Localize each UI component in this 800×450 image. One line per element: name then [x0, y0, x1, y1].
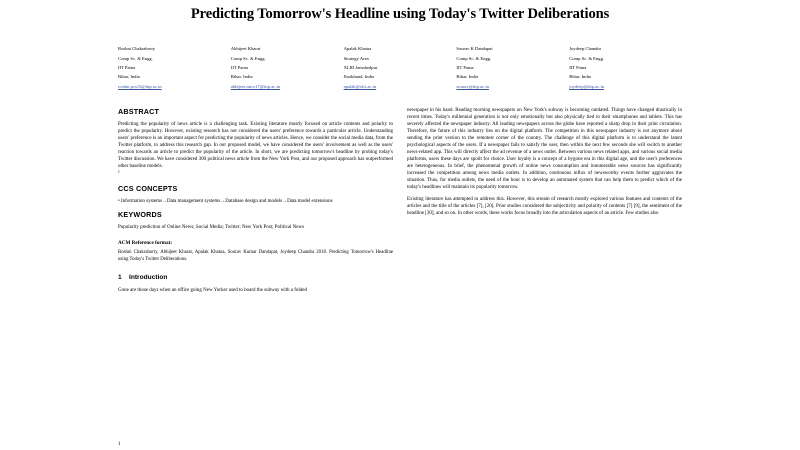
right-column	[407, 107, 682, 299]
author-org: IIT Patna	[569, 64, 587, 70]
author-name: Roshni Chakraborty	[118, 46, 156, 52]
authors-block	[118, 46, 682, 93]
section-number: 1	[118, 274, 122, 282]
abstract-heading: ABSTRACT	[118, 107, 160, 116]
author-location: Bihar, India	[569, 74, 591, 80]
right-paragraph-2: Existing literature has attempted to address this. However, this stream of research mostly explored various features and contents of the articles and the title of the articles [7], [20]. Prior studies considered the subjectivity and polarity of contents [7] [9], the sentiment of the headline [30], and so on. In other words, these works focus broadly into the articulation aspects of an article. Few studies also	[407, 197, 682, 216]
author-dept: Comp Sc. & Engg.	[230, 55, 266, 61]
page-title: Predicting Tomorrow's Headline using Today's Twitter Deliberations	[190, 6, 610, 22]
left-column	[118, 107, 393, 299]
introduction-heading	[118, 273, 393, 282]
introduction-text: Gone are those days when an office going New Yorker used to board the subway with a folded	[118, 287, 308, 293]
author-entry	[118, 46, 231, 93]
abstract-text: Predicting the popularity of news article is a challenging task. Existing literature mostly focused on article contents and polarity to predict the popularity. However, existing research has not considered the users' preference towards a particular article. Understanding users' preference is an important aspect for predicting the popularity of news articles. Hence, we consider the social media data, from the Twitter platform, to address this research gap. In our proposed model, we have considered the users' involvement as well as the users' reaction towards an article to predict the popularity of the article. In short, we are predicting tomorrow's headline by probing today's Twitter discussion. We have considered 300 political news article from the New York Post, and our proposed approach has outperformed other baseline models.	[118, 122, 393, 170]
author-name: Joydeep Chandra	[569, 46, 601, 52]
author-org: IIT Patna	[230, 64, 248, 70]
ccs-concepts-heading: CCS CONCEPTS	[118, 183, 178, 193]
body-columns	[118, 107, 682, 299]
author-entry	[344, 46, 457, 93]
author-dept: Comp Sc. & Engg.	[569, 55, 605, 61]
author-dept: Comp Sc. & Engg.	[118, 55, 153, 61]
author-location: Bihar, India	[230, 74, 253, 80]
author-org: XLRI Jamshedpur	[343, 64, 378, 70]
author-name: Apalak Khatua	[343, 46, 372, 52]
author-location: Bihar, India	[456, 74, 479, 80]
author-org: IIT Patna	[456, 64, 474, 70]
right-paragraph-1: newspaper in his hand. Reading morning newspapers on New York's subway is becoming outdated. Things have changed drastically in recent times. Today's millennial generation is not only emotionally but also physically tied to their smartphones and tablets. This has severely affected the newspaper industry. All leading newspapers across the globe have reported a sharp drop in their print circulation. Therefore, the future of this industry lies on the digital platform. The competition in this newspaper industry is not anymore about sending the print version to the remotest corner of the country. The challenge of this digital platform is to understand the latent psychological aspects of the users. If a newspaper fails to satisfy the user, then within the next few seconds she will switch to another news-related app. This will directly affect the ad revenue of a news outlet. Between various news related apps, and various social media platforms, users these days are spoilt for choice. User loyalty is a concept of a bygone era in this digital age, and the user's preferences are heterogeneous. In brief, the phenomenal growth of online news consumption and innumerable news sources has significantly increased the competition among news media outlets. In addition, continuous influx of newsworthy events further aggravates the situation. Thus, for media outlets, the need of the hour is to develop an automated system that can help them to predict which of the today's headlines will maintain its popularity tomorrow.	[407, 108, 682, 190]
author-dept: Strategy Area	[343, 55, 369, 61]
abstract-footnote-marker: 1	[118, 170, 120, 175]
page-number: 1	[118, 442, 121, 447]
author-location: Bihar, India	[118, 74, 140, 80]
author-entry	[456, 46, 569, 93]
author-email-link[interactable]: joydeep@iitp.ac.in	[569, 83, 605, 89]
author-email-link[interactable]: sourav@iitp.ac.in	[456, 83, 489, 89]
keywords-text: Popularity prediction of Online News; Social Media; Twitter; New York Post; Political News	[118, 224, 305, 230]
author-org: IIT Patna	[118, 64, 136, 70]
author-name: Abhijeet Kharat	[230, 46, 261, 52]
author-location: Jharkhand, India	[343, 74, 375, 80]
author-email-link[interactable]: roshni.pcs15@iitp.ac.in	[118, 83, 162, 89]
ccs-concepts-text: • Information systems→Data management systems→Database design and models→Data model extensions	[118, 198, 333, 204]
author-entry	[231, 46, 344, 93]
author-email-link[interactable]: apalak@xlri.ac.in	[343, 83, 377, 89]
author-entry	[569, 46, 682, 93]
acm-reference-text: Roshni Chakraborty, Abhijeet Kharat, Apalak Khatua, Sourav Kumar Dandapat, Joydeep Chandra 2018. Predicting Tomorrow's Headline using Today's Twitter Deliberations.	[118, 250, 393, 262]
acm-reference-heading: ACM Reference format:	[118, 239, 173, 246]
author-email-link[interactable]: abhijeet.mtcs17@iitp.ac.in	[230, 83, 281, 89]
section-title: Introduction	[129, 274, 168, 282]
author-name: Sourav K Dandapat	[456, 46, 493, 52]
keywords-heading: KEYWORDS	[118, 209, 162, 219]
author-dept: Comp Sc. & Engg.	[456, 55, 492, 61]
